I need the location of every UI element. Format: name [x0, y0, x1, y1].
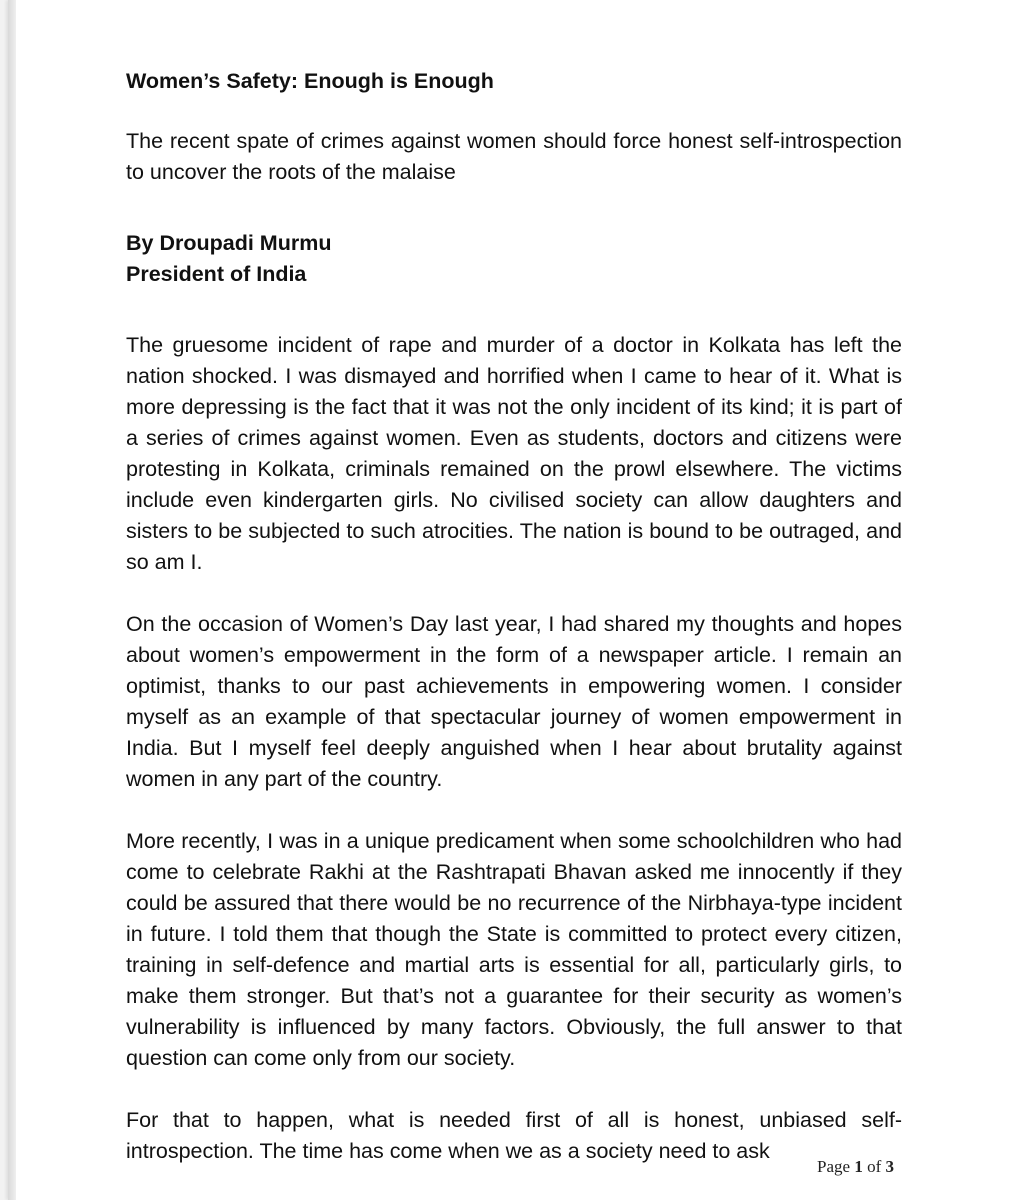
paragraph: The gruesome incident of rape and murder of a doctor in Kolkata has left the nation shocked. I was dismayed and horrified when I came to hear of it. What is more depressing is the fact that it was not the only incident of its kind; it is part of a series of crimes against women. Even as students, doctors and citizens were protesting in Kolkata, criminals remained on the prowl elsewhere. The victims include even kindergarten girls. No civilised society can allow daughters and sisters to be subjected to such atrocities. The nation is bound to be outraged, and so am I.	[126, 333, 902, 574]
paragraph: More recently, I was in a unique predicament when some schoolchildren who had come to celebrate Rakhi at the Rashtrapati Bhavan asked me innocently if they could be assured that there would be no recurrence of the Nirbhaya-type incident in future. I told them that though the State is committed to protect every citizen, training in self-defence and martial arts is essential for all, particularly girls, to make them stronger. But that’s not a guarantee for their security as women’s vulnerability is influenced by many factors. Obviously, the full answer to that question can come only from our society.	[126, 829, 902, 1070]
page-number	[817, 1157, 894, 1177]
paragraph: On the occasion of Women’s Day last year, I had shared my thoughts and hopes about women’s empowerment in the form of a newspaper article. I remain an optimist, thanks to our past achievements in empowering women. I consider myself as an example of that spectacular journey of women empowerment in India. But I myself feel deeply anguished when I hear about brutality against women in any part of the country.	[126, 612, 902, 791]
byline	[126, 228, 902, 290]
of-label: of	[867, 1157, 882, 1176]
document-body	[126, 66, 902, 1198]
document-page	[8, 0, 1028, 1200]
article-subtitle: The recent spate of crimes against women should force honest self-introspection to uncover the roots of the malaise	[126, 129, 902, 184]
author-title: President of India	[126, 262, 307, 286]
paragraph: For that to happen, what is needed first of all is honest, unbiased self-introspection. The time has come when we as a society need to ask	[126, 1108, 902, 1163]
author-name: By Droupadi Murmu	[126, 231, 332, 255]
total-pages: 3	[885, 1157, 894, 1176]
page-label: Page	[817, 1157, 851, 1176]
article-title: Women’s Safety: Enough is Enough	[126, 69, 494, 93]
page-edge-shadow	[8, 0, 16, 1200]
current-page: 1	[854, 1157, 863, 1176]
